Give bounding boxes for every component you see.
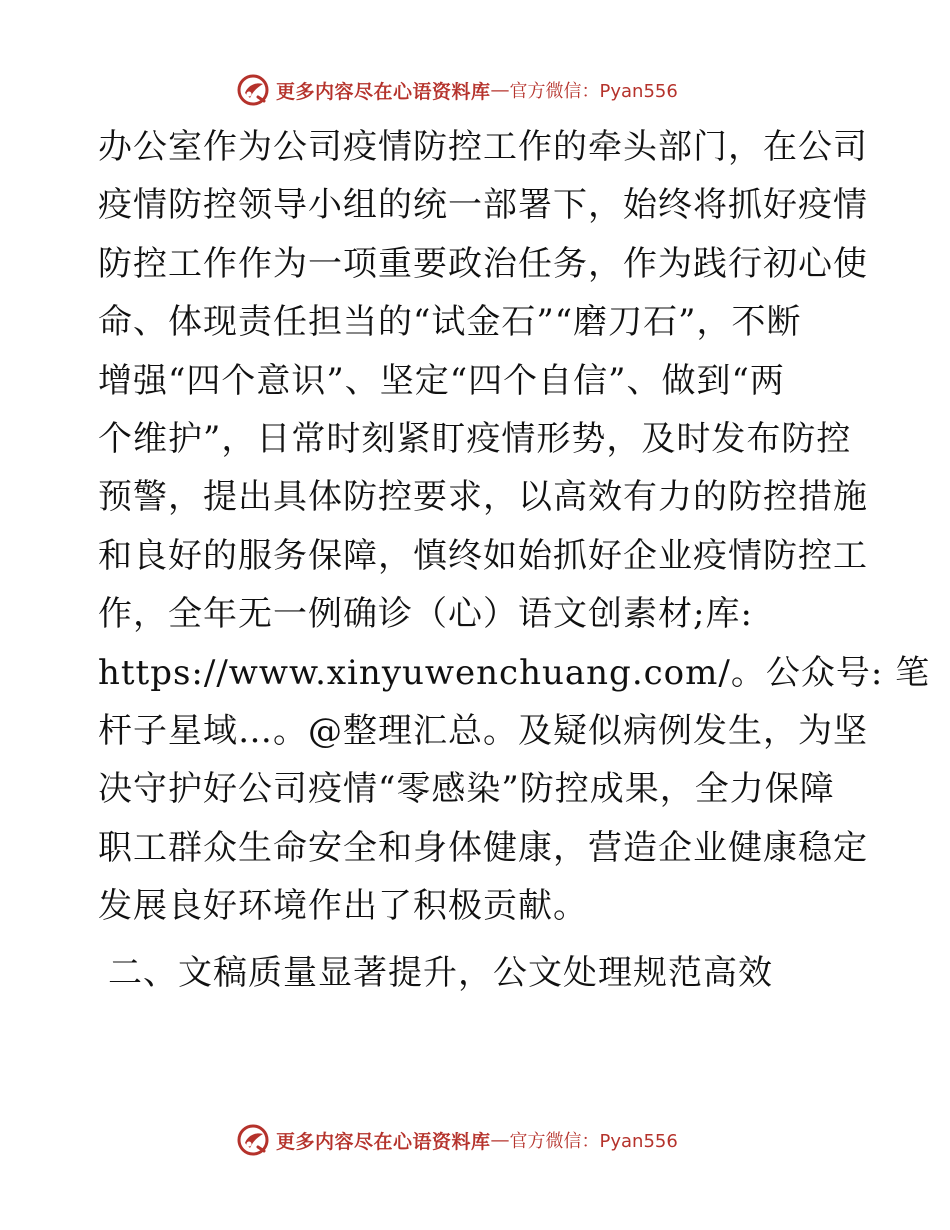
footer-banner-main-text: 更多内容尽在心语资料库 — [276, 1130, 491, 1153]
body-line: 发展良好环境作出了积极贡献。 — [98, 886, 588, 927]
body-line: 增强“四个意识”、坚定“四个自信”、做到“两 — [98, 360, 785, 401]
body-line: 防控工作作为一项重要政治任务，作为践行初心使 — [98, 243, 868, 284]
header-banner-separator: — — [490, 79, 510, 101]
body-line: 职工群众生命安全和身体健康，营造企业健康稳定 — [98, 827, 868, 868]
section-heading: 二、文稿质量显著提升，公文处理规范高效 — [108, 953, 773, 993]
brand-logo-icon — [236, 1123, 270, 1157]
body-line: 命、体现责任担当的“试金石”“磨刀石”，不断 — [98, 302, 802, 343]
body-line-url: https://www.xinyuwenchuang.com/。公众号: 笔 — [98, 652, 931, 693]
body-line: 和良好的服务保障，慎终如始抓好企业疫情防控工 — [98, 535, 868, 576]
header-banner — [236, 72, 716, 108]
body-line: 杆子星域…。@整理汇总。及疑似病例发生，为坚 — [98, 710, 868, 751]
footer-banner-contact: 官方微信：Pyan556 — [509, 1131, 678, 1152]
body-line: 个维护”，日常时刻紧盯疫情形势，及时发布防控 — [98, 418, 852, 459]
header-banner-main-text: 更多内容尽在心语资料库 — [276, 80, 491, 103]
body-line: 预警，提出具体防控要求，以高效有力的防控措施 — [98, 477, 868, 518]
body-line: 决守护好公司疫情“零感染”防控成果，全力保障 — [98, 769, 835, 810]
footer-banner — [236, 1122, 716, 1158]
brand-logo-icon — [236, 73, 270, 107]
header-banner-contact: 官方微信：Pyan556 — [509, 81, 678, 102]
body-line: 作，全年无一例确诊（心）语文创素材;库: — [98, 594, 753, 635]
body-line: 疫情防控领导小组的统一部署下，始终将抓好疫情 — [98, 185, 868, 226]
footer-banner-separator: — — [490, 1129, 510, 1151]
body-paragraph — [98, 118, 931, 935]
body-line: 办公室作为公司疫情防控工作的牵头部门，在公司 — [98, 127, 868, 167]
